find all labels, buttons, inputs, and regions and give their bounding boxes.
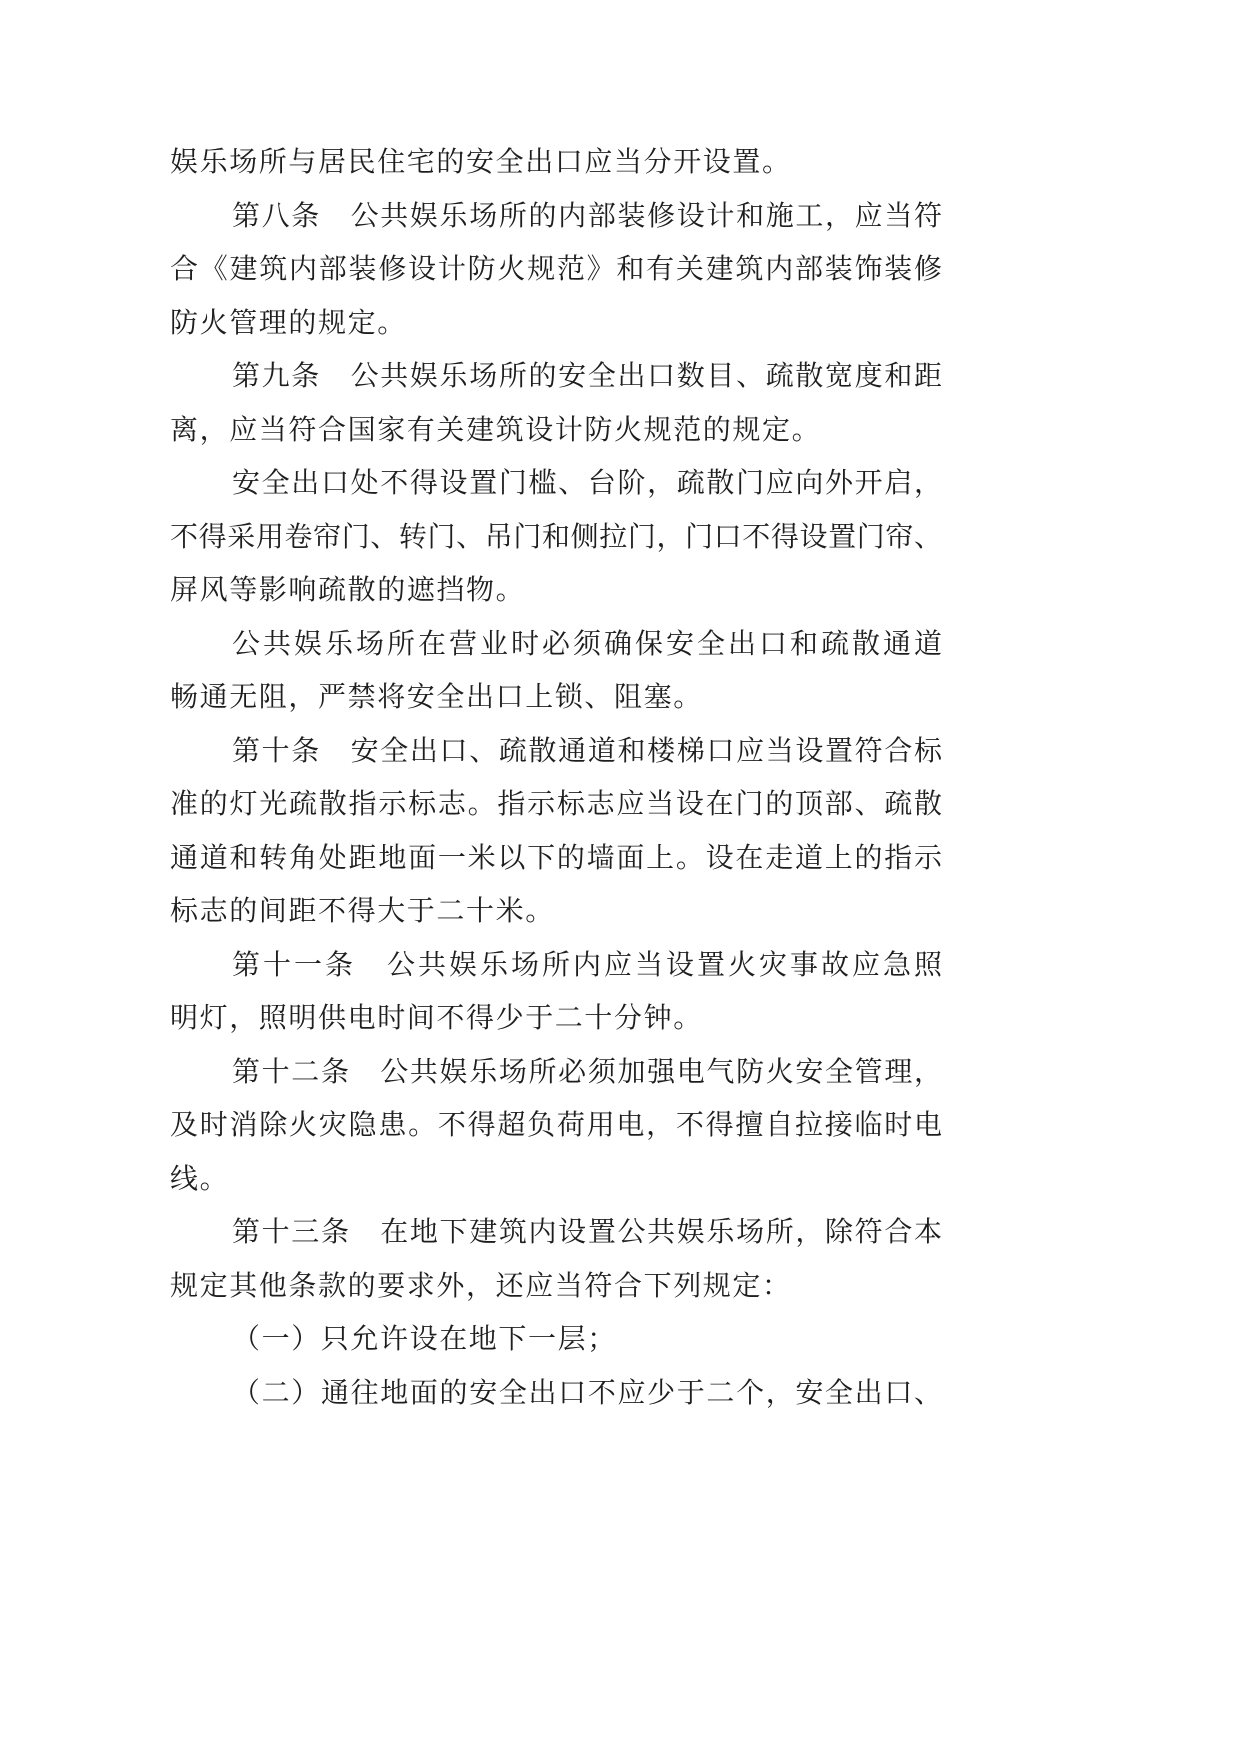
- text-line: 线。: [170, 1163, 230, 1195]
- text-line: 娱乐场所与居民住宅的安全出口应当分开设置。: [170, 147, 792, 178]
- text-line: （一）只允许设在地下一层；: [232, 1324, 617, 1355]
- text-line: 畅通无阻，严禁将安全出口上锁、阻塞。: [170, 682, 703, 713]
- text-line: 离，应当符合国家有关建筑设计防火规范的规定。: [170, 414, 822, 446]
- text-line: 第十条 安全出口、疏散通道和楼梯口应当设置符合标: [232, 735, 942, 767]
- text-line: 规定其他条款的要求外，还应当符合下列规定：: [170, 1270, 792, 1302]
- text-line: 第十一条 公共娱乐场所内应当设置火灾事故应急照: [232, 949, 942, 981]
- text-line: 第九条 公共娱乐场所的安全出口数目、疏散宽度和距: [232, 361, 942, 392]
- paragraph-article-10: [170, 725, 942, 939]
- paragraph-article-11: [170, 939, 942, 1046]
- paragraph-article-12: [170, 1046, 942, 1207]
- text-line: 安全出口处不得设置门槛、台阶，疏散门应向外开启，: [232, 468, 942, 499]
- text-line: 不得采用卷帘门、转门、吊门和侧拉门，门口不得设置门帘、: [170, 521, 942, 553]
- paragraph-exit-rules: [170, 457, 942, 618]
- text-line: 明灯，照明供电时间不得少于二十分钟。: [170, 1003, 703, 1034]
- text-line: 合《建筑内部装修设计防火规范》和有关建筑内部装饰装修: [170, 254, 942, 285]
- text-line: 屏风等影响疏散的遮挡物。: [170, 575, 526, 606]
- text-line: 准的灯光疏散指示标志。指示标志应当设在门的顶部、疏散: [170, 789, 942, 820]
- list-item-2: [170, 1367, 942, 1421]
- paragraph-article-9: [170, 350, 942, 457]
- paragraph-exit-access: [170, 618, 942, 725]
- document-body: [170, 136, 942, 1420]
- paragraph-article-13: [170, 1206, 942, 1313]
- text-line: 公共娱乐场所在营业时必须确保安全出口和疏散通道: [232, 628, 942, 660]
- text-line: 防火管理的规定。: [170, 307, 407, 339]
- text-line: 及时消除火灾隐患。不得超负荷用电，不得擅自拉接临时电: [170, 1110, 942, 1141]
- text-line: （二）通往地面的安全出口不应少于二个，安全出口、: [232, 1377, 942, 1409]
- paragraph-continued: [170, 136, 942, 190]
- text-line: 通道和转角处距地面一米以下的墙面上。设在走道上的指示: [170, 842, 942, 874]
- text-line: 第八条 公共娱乐场所的内部装修设计和施工，应当符: [232, 200, 942, 232]
- text-line: 第十二条 公共娱乐场所必须加强电气防火安全管理，: [232, 1056, 942, 1088]
- text-line: 标志的间距不得大于二十米。: [170, 896, 555, 927]
- text-line: 第十三条 在地下建筑内设置公共娱乐场所，除符合本: [232, 1217, 942, 1248]
- paragraph-article-8: [170, 190, 942, 351]
- list-item-1: [170, 1313, 942, 1367]
